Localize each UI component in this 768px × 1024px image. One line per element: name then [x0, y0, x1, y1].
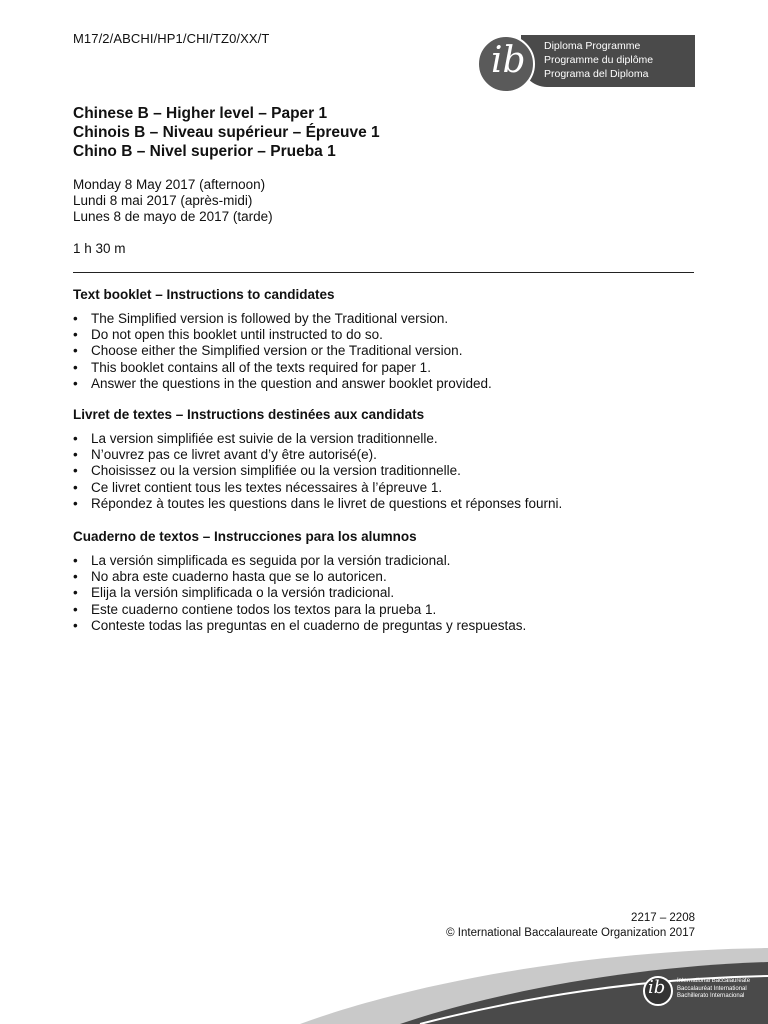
- divider: [73, 272, 694, 273]
- date-es: Lunes 8 de mayo de 2017 (tarde): [73, 209, 273, 224]
- footer-logo-text: [677, 978, 750, 1001]
- list-item: • Elija la versión simplificada o la versión tradicional.: [73, 585, 703, 601]
- list-item: • This booklet contains all of the texts required for paper 1.: [73, 360, 703, 376]
- instructions-english: [73, 287, 703, 392]
- ib-diploma-logo: [477, 35, 695, 91]
- list-item: • N’ouvrez pas ce livret avant d’y être autorisé(e).: [73, 447, 703, 463]
- section-heading: Livret de textes – Instructions destinées aux candidats: [73, 407, 425, 422]
- list-item: • Choose either the Simplified version or the Traditional version.: [73, 343, 703, 359]
- date-fr: Lundi 8 mai 2017 (après-midi): [73, 193, 253, 208]
- exam-duration: 1 h 30 m: [73, 241, 126, 256]
- footer-logo-line-es: Bachillerato Internacional: [677, 993, 745, 999]
- exam-code: M17/2/ABCHI/HP1/CHI/TZ0/XX/T: [73, 31, 270, 46]
- section-heading: Text booklet – Instructions to candidates: [73, 287, 335, 302]
- instruction-list: [73, 311, 703, 392]
- footer-logo-line-fr: Baccalauréat International: [677, 985, 747, 992]
- paper-titles: [73, 104, 380, 161]
- list-item: • No abra este cuaderno hasta que se lo autoricen.: [73, 569, 703, 585]
- list-item: • Answer the questions in the question and answer booklet provided.: [73, 376, 703, 392]
- section-heading: Cuaderno de textos – Instrucciones para los alumnos: [73, 529, 417, 544]
- title-es: Chino B – Nivel superior – Prueba 1: [73, 143, 336, 160]
- list-item: • The Simplified version is followed by the Traditional version.: [73, 311, 703, 327]
- logo-line-en: Diploma Programme: [544, 40, 641, 52]
- list-item: • La versión simplificada es seguida por la versión tradicional.: [73, 553, 703, 569]
- list-item: • Este cuaderno contiene todos los textos para la prueba 1.: [73, 602, 703, 618]
- footer-logo-mark: ib: [648, 977, 666, 998]
- title-fr: Chinois B – Niveau supérieur – Épreuve 1: [73, 124, 380, 141]
- list-item: • Choisissez ou la version simplifiée ou la version traditionnelle.: [73, 463, 703, 479]
- exam-dates: [73, 177, 273, 225]
- footer-logo-line-en: International Baccalaureate: [677, 978, 751, 984]
- list-item: • La version simplifiée est suivie de la version traditionnelle.: [73, 431, 703, 447]
- logo-mark: ib: [491, 40, 526, 81]
- instructions-spanish: [73, 529, 703, 634]
- date-en: Monday 8 May 2017 (afternoon): [73, 177, 266, 192]
- instruction-list: [73, 431, 703, 512]
- logo-text: [544, 39, 653, 81]
- list-item: • Conteste todas las preguntas en el cuaderno de preguntas y respuestas.: [73, 618, 703, 634]
- list-item: • Répondez à toutes les questions dans le livret de questions et réponses fourni.: [73, 496, 703, 512]
- footer: [446, 911, 695, 941]
- title-en: Chinese B – Higher level – Paper 1: [73, 105, 328, 122]
- copyright: © International Baccalaureate Organization 2017: [446, 927, 695, 939]
- list-item: • Ce livret contient tous les textes nécessaires à l’épreuve 1.: [73, 480, 703, 496]
- logo-line-fr: Programme du diplôme: [544, 54, 654, 66]
- instructions-french: [73, 407, 703, 512]
- list-item: • Do not open this booklet until instructed to do so.: [73, 327, 703, 343]
- logo-line-es: Programa del Diploma: [544, 68, 649, 80]
- doc-number: 2217 – 2208: [631, 912, 695, 924]
- instruction-list: [73, 553, 703, 634]
